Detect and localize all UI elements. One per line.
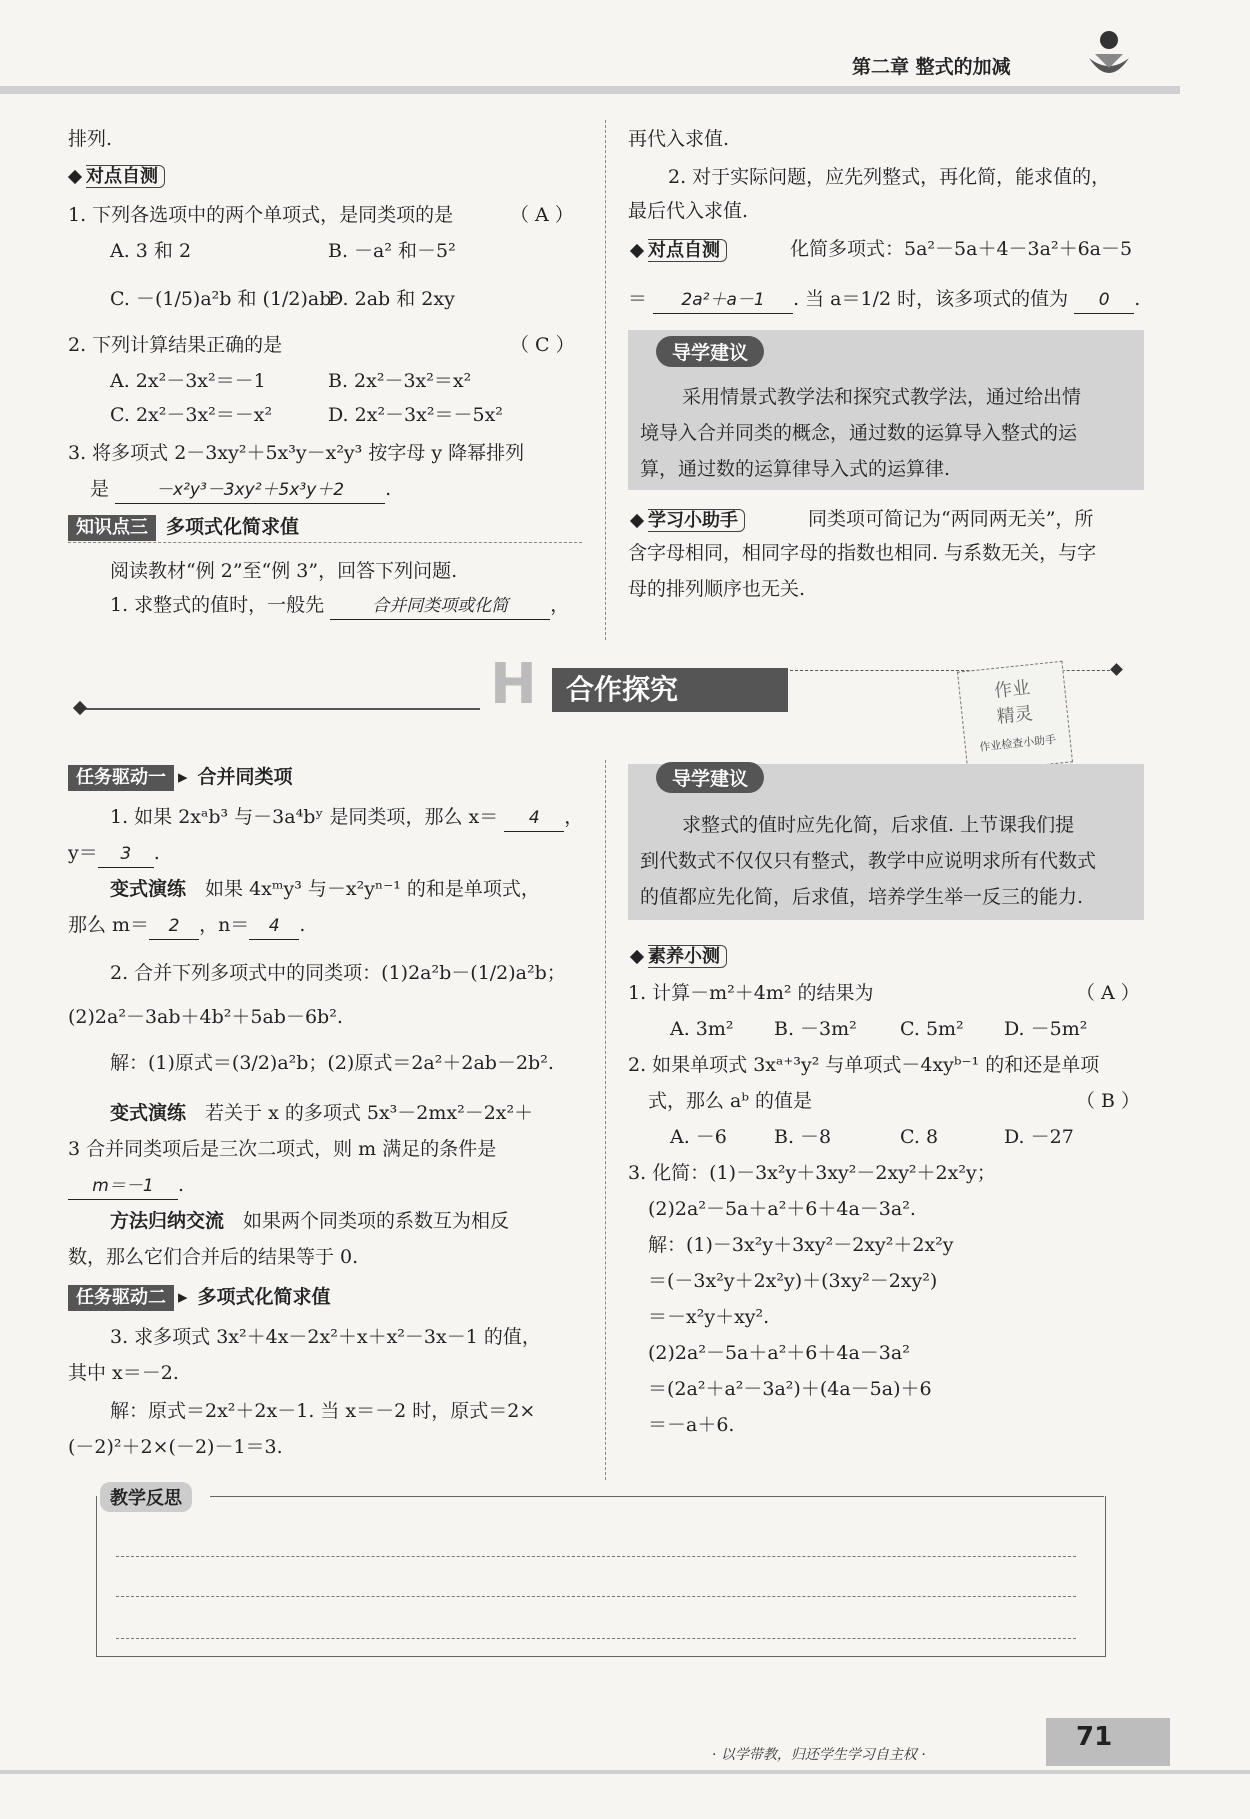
t1-option-b: B. －3m² [774,1018,857,1040]
task-1 [68,762,293,786]
intro-tail: 排列. [68,128,113,150]
diamond-icon [630,244,644,258]
t1-stem: 1. 计算－m²＋4m² 的结果为 [628,982,874,1004]
q2-stem: 2. 下列计算结果正确的是 [68,334,283,356]
e2-solution: 解：(1)原式＝(3/2)a²b；(2)原式＝2a²＋2ab－2b². [110,1052,554,1074]
guide-tag-top: 导学建议 [656,336,764,367]
p2-line: 2. 对于实际问题，应先列整式，再化简，能求值的， [668,166,1111,188]
v1-answer-n: 4 [249,913,299,940]
task-2-tag: 任务驱动二 [68,1285,174,1311]
quiz-badge-right: 对点自测 [632,236,727,262]
guide-b-line-3: 的值都应先化简，后求值，培养学生举一反三的能力. [640,886,1084,908]
q1-option-d: D. 2ab 和 2xy [328,288,455,310]
v2-answer-line: m＝－1 . [68,1172,184,1200]
header-bar [0,86,1180,94]
v1-line-2: 那么 m＝ 2 ，n＝ 4 . [68,912,305,940]
q2-option-b: B. 2x²－3x²＝x² [328,370,472,392]
reflection-box [96,1496,1106,1657]
p2-line-b: 最后代入求值. [628,200,749,222]
v2-answer: m＝－1 [68,1173,178,1200]
diamond-icon [1110,663,1123,676]
q1-option-c: C. －(1/5)a²b 和 (1/2)ab² [110,288,340,310]
method-line-2: 数，那么它们合并后的结果等于 0. [68,1246,359,1268]
q3-answer-line: 是 －x²y³－3xy²＋5x³y＋2 . [90,476,391,504]
read-instruction: 阅读教材“例 2”至“例 3”，回答下列问题. [110,560,458,582]
task-1-title: 合并同类项 [197,766,293,788]
task-2-title: 多项式化简求值 [197,1286,331,1308]
t3-line-6: (2)2a²－5a＋a²＋6＋4a－3a² [648,1342,910,1364]
section-letter: H [490,652,537,717]
footer-rule [0,1770,1250,1774]
e3-solution-1: 解：原式＝2x²＋2x－1. 当 x＝－2 时，原式＝2× [110,1400,536,1422]
q1-option-a: A. 3 和 2 [110,240,192,262]
play-icon: ▸ [178,1286,188,1308]
e1-answer-x: 4 [504,805,564,832]
q3-stem: 3. 将多项式 2－3xy²＋5x³y－x²y³ 按字母 y 降幂排列 [68,442,525,464]
column-divider-top [605,120,606,640]
t3-line-2: (2)2a²－5a＋a²＋6＋4a－3a². [648,1198,916,1220]
guide-b-line-2: 到代数式不仅仅只有整式，教学中应说明求所有代数式 [640,850,1097,872]
helper-line-2: 含字母相同，相同字母的指数也相同. 与系数无关，与字 [628,542,1097,564]
e3-line-1: 3. 求多项式 3x²＋4x－2x²＋x＋x²－3x－1 的值， [110,1326,541,1348]
page-number: 71 [1076,1722,1113,1752]
q2-option-d: D. 2x²－3x²＝－5x² [328,404,503,426]
e1-line-2: y＝ 3 . [68,840,160,868]
knowledge-tag: 知识点三 [68,515,156,541]
guide-tag-bottom: 导学建议 [656,762,764,793]
q1-option-b: B. －a² 和－5² [328,240,456,262]
task-2 [68,1282,331,1306]
v2-line: 变式演练 若关于 x 的多项式 5x³－2mx²－2x²＋ [110,1102,534,1124]
t2-stem-2: 式，那么 aᵇ 的值是 [648,1090,813,1112]
method-line: 方法归纳交流 如果两个同类项的系数互为相反 [110,1210,510,1232]
knowledge-point-3 [68,512,582,543]
p1-tail: 再代入求值. [628,128,730,150]
helper-badge: 学习小助手 [632,506,745,532]
diamond-icon [630,514,644,528]
e3-solution-2: (－2)²＋2×(－2)－1＝3. [68,1436,283,1458]
section-title: 合作探究 [552,668,788,712]
t3-line-7: ＝(2a²＋a²－3a²)＋(4a－5a)＋6 [648,1378,932,1400]
diamond-icon [68,170,82,184]
t3-line-4: ＝(－3x²y＋2x²y)＋(3xy²－2xy²) [648,1270,938,1292]
q2-option-a: A. 2x²－3x²＝－1 [110,370,266,392]
t3-line-1: 3. 化简：(1)－3x²y＋3xy²－2xy²＋2x²y； [628,1162,996,1184]
e2-line-2: (2)2a²－3ab＋4b²＋5ab－6b². [68,1006,343,1028]
v2-line-2: 3 合并同类项后是三次二项式，则 m 满足的条件是 [68,1138,497,1160]
column-divider-bottom [605,760,606,1480]
t3-line-3: 解：(1)－3x²y＋3xy²－2xy²＋2x²y [648,1234,954,1256]
diamond-icon [73,701,87,715]
t2-option-b: B. －8 [774,1126,832,1148]
reflection-badge: 教学反思 [100,1482,192,1512]
e2-line-1: 2. 合并下列多项式中的同类项：(1)2a²b－(1/2)a²b； [110,962,566,984]
q1-stem: 1. 下列各选项中的两个单项式，是同类项的是 [68,204,454,226]
t1-option-d: D. －5m² [1004,1018,1088,1040]
v1-answer-m: 2 [149,913,199,940]
footer-slogan: · 以学带教，归还学生学习自主权 · [712,1747,926,1763]
t3-line-8: ＝－a＋6. [648,1414,735,1436]
q2-answer: （ C ） [510,334,575,356]
t1-answer: （ A ） [1076,982,1140,1004]
quiz-answer-2: 0 [1074,287,1134,314]
reflection-line-1 [116,1556,1076,1557]
q1-answer: （ A ） [510,204,574,226]
p1-line: 1. 求整式的值时，一般先 合并同类项或化简 ， [110,592,569,620]
section-rule-left [80,708,480,710]
section-rule-right [790,670,1120,671]
knowledge-title: 多项式化简求值 [166,516,300,538]
t1-option-c: C. 5m² [900,1018,964,1040]
helper-line-1: 同类项可简记为“两同两无关”，所 [808,508,1094,530]
play-icon: ▸ [178,766,188,788]
reflection-line-3 [116,1638,1076,1639]
diamond-icon [630,950,644,964]
guide-line-1: 采用情景式教学法和探究式教学法，通过给出情 [682,386,1082,408]
guide-line-3: 算，通过数的运算律导入式的运算律. [640,458,951,480]
quiz-text: 化简多项式：5a²－5a＋4－3a²＋6a－5 [790,238,1133,260]
e1-answer-y: 3 [98,841,154,868]
t1-option-a: A. 3m² [670,1018,734,1040]
homework-stamp: 作业 精灵 作业检查小助手 [957,661,1073,774]
t2-stem: 2. 如果单项式 3xᵃ⁺³y² 与单项式－4xyᵇ⁻¹ 的和还是单项 [628,1054,1100,1076]
task-1-tag: 任务驱动一 [68,765,174,791]
test-badge: 素养小测 [632,942,727,968]
t2-option-c: C. 8 [900,1126,939,1148]
guide-line-2: 境导入合并同类的概念，通过数的运算导入整式的运 [640,422,1078,444]
e1-line: 1. 如果 2xᵃb³ 与－3a⁴bʸ 是同类项，那么 x＝ 4 ， [110,804,583,832]
t3-line-5: ＝－x²y＋xy². [648,1306,770,1328]
q2-option-c: C. 2x²－3x²＝－x² [110,404,273,426]
guide-b-line-1: 求整式的值时应先化简，后求值. 上节课我们提 [682,814,1075,836]
chapter-title: 第二章 整式的加减 [852,56,1011,78]
t2-answer: （ B ） [1076,1090,1141,1112]
v1-line: 变式演练 如果 4xᵐy³ 与－x²yⁿ⁻¹ 的和是单项式， [110,878,540,900]
t2-option-d: D. －27 [1004,1126,1074,1148]
quiz-answer-1: 2a²＋a－1 [653,287,793,314]
q3-answer: －x²y³－3xy²＋5x³y＋2 [115,477,385,504]
p1-answer: 合并同类项或化简 [330,593,550,620]
quiz-answer-line: ＝ 2a²＋a－1 . 当 a＝1/2 时，该多项式的值为 0 . [628,286,1140,314]
reflection-line-2 [116,1596,1076,1597]
helper-line-3: 母的排列顺序也无关. [628,578,806,600]
e3-line-2: 其中 x＝－2. [68,1362,179,1384]
quiz-badge-left: 对点自测 [70,162,165,188]
logo-icon [1085,28,1133,86]
t2-option-a: A. －6 [670,1126,727,1148]
